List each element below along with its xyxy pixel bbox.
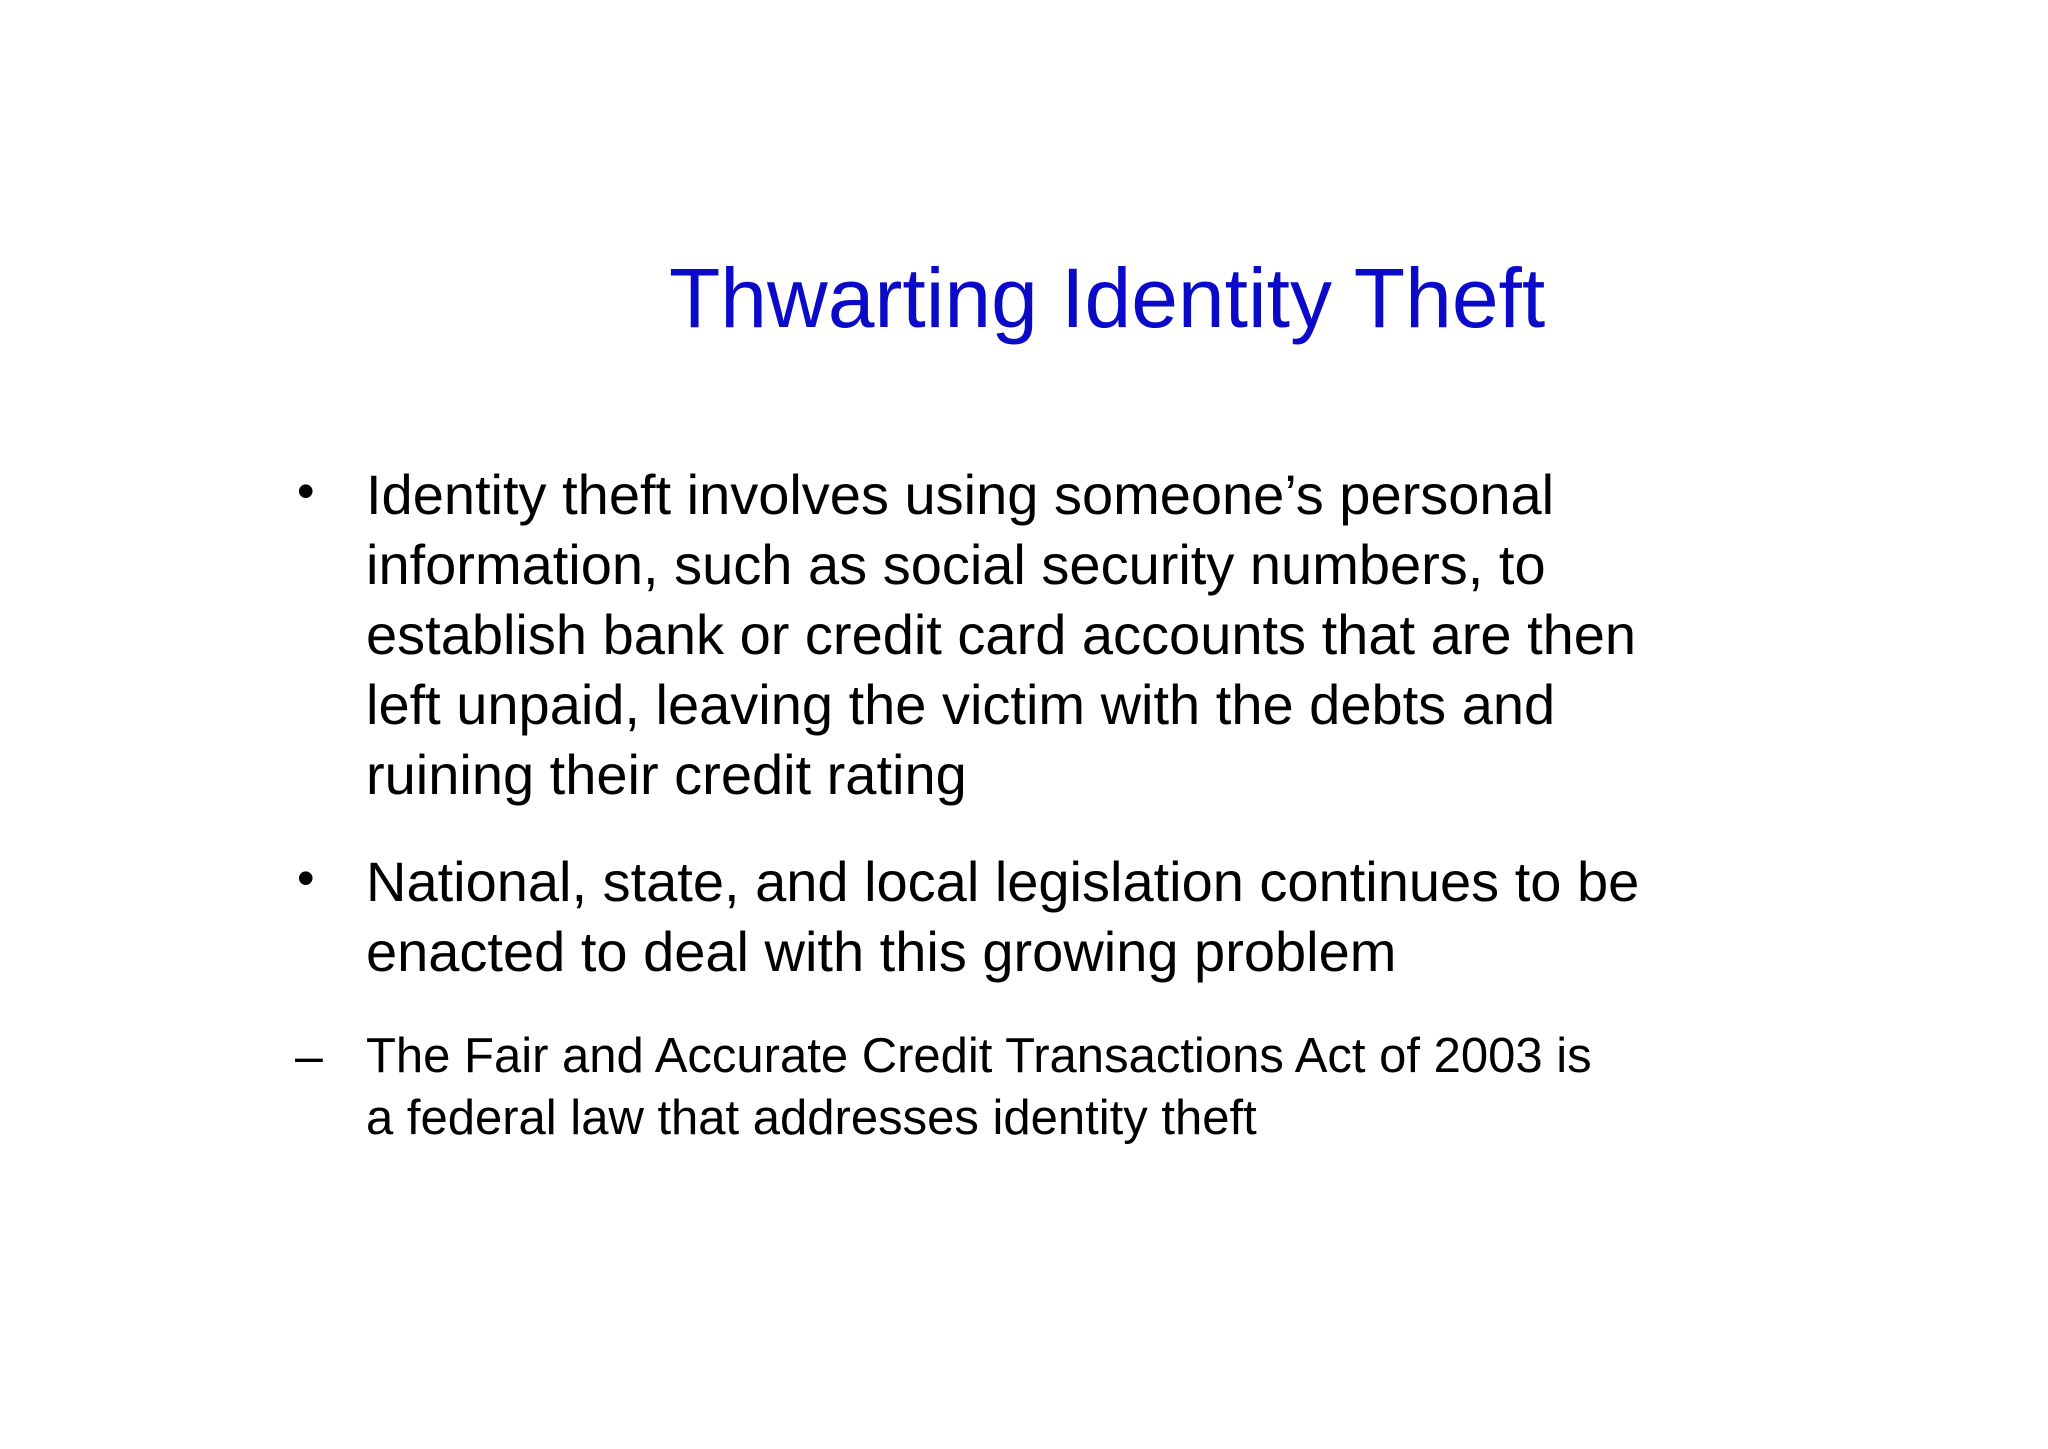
sub-bullet-line: The Fair and Accurate Credit Transactions Act of 2003 is <box>366 1029 1592 1083</box>
sub-bullet-marker: – <box>295 1028 323 1084</box>
bullet-line: ruining their credit rating <box>366 743 967 806</box>
sub-bullet-line: a federal law that addresses identity theft <box>366 1091 1257 1145</box>
bullet-text <box>366 847 1639 987</box>
bullet-marker: • <box>297 463 315 519</box>
bullet-line: National, state, and local legislation continues to be <box>366 850 1640 913</box>
bullet-line: enacted to deal with this growing problem <box>366 920 1397 983</box>
bullet-line: Identity theft involves using someone’s personal <box>366 463 1555 526</box>
bullet-line: left unpaid, leaving the victim with the debts and <box>366 673 1556 736</box>
bullet-text <box>366 460 1636 810</box>
bullet-line: establish bank or credit card accounts that are then <box>366 603 1637 666</box>
bullet-marker: • <box>297 850 315 906</box>
sub-bullet-text <box>366 1025 1592 1149</box>
bullet-line: information, such as social security numbers, to <box>366 533 1546 596</box>
slide-title: Thwarting Identity Theft <box>669 251 1546 345</box>
